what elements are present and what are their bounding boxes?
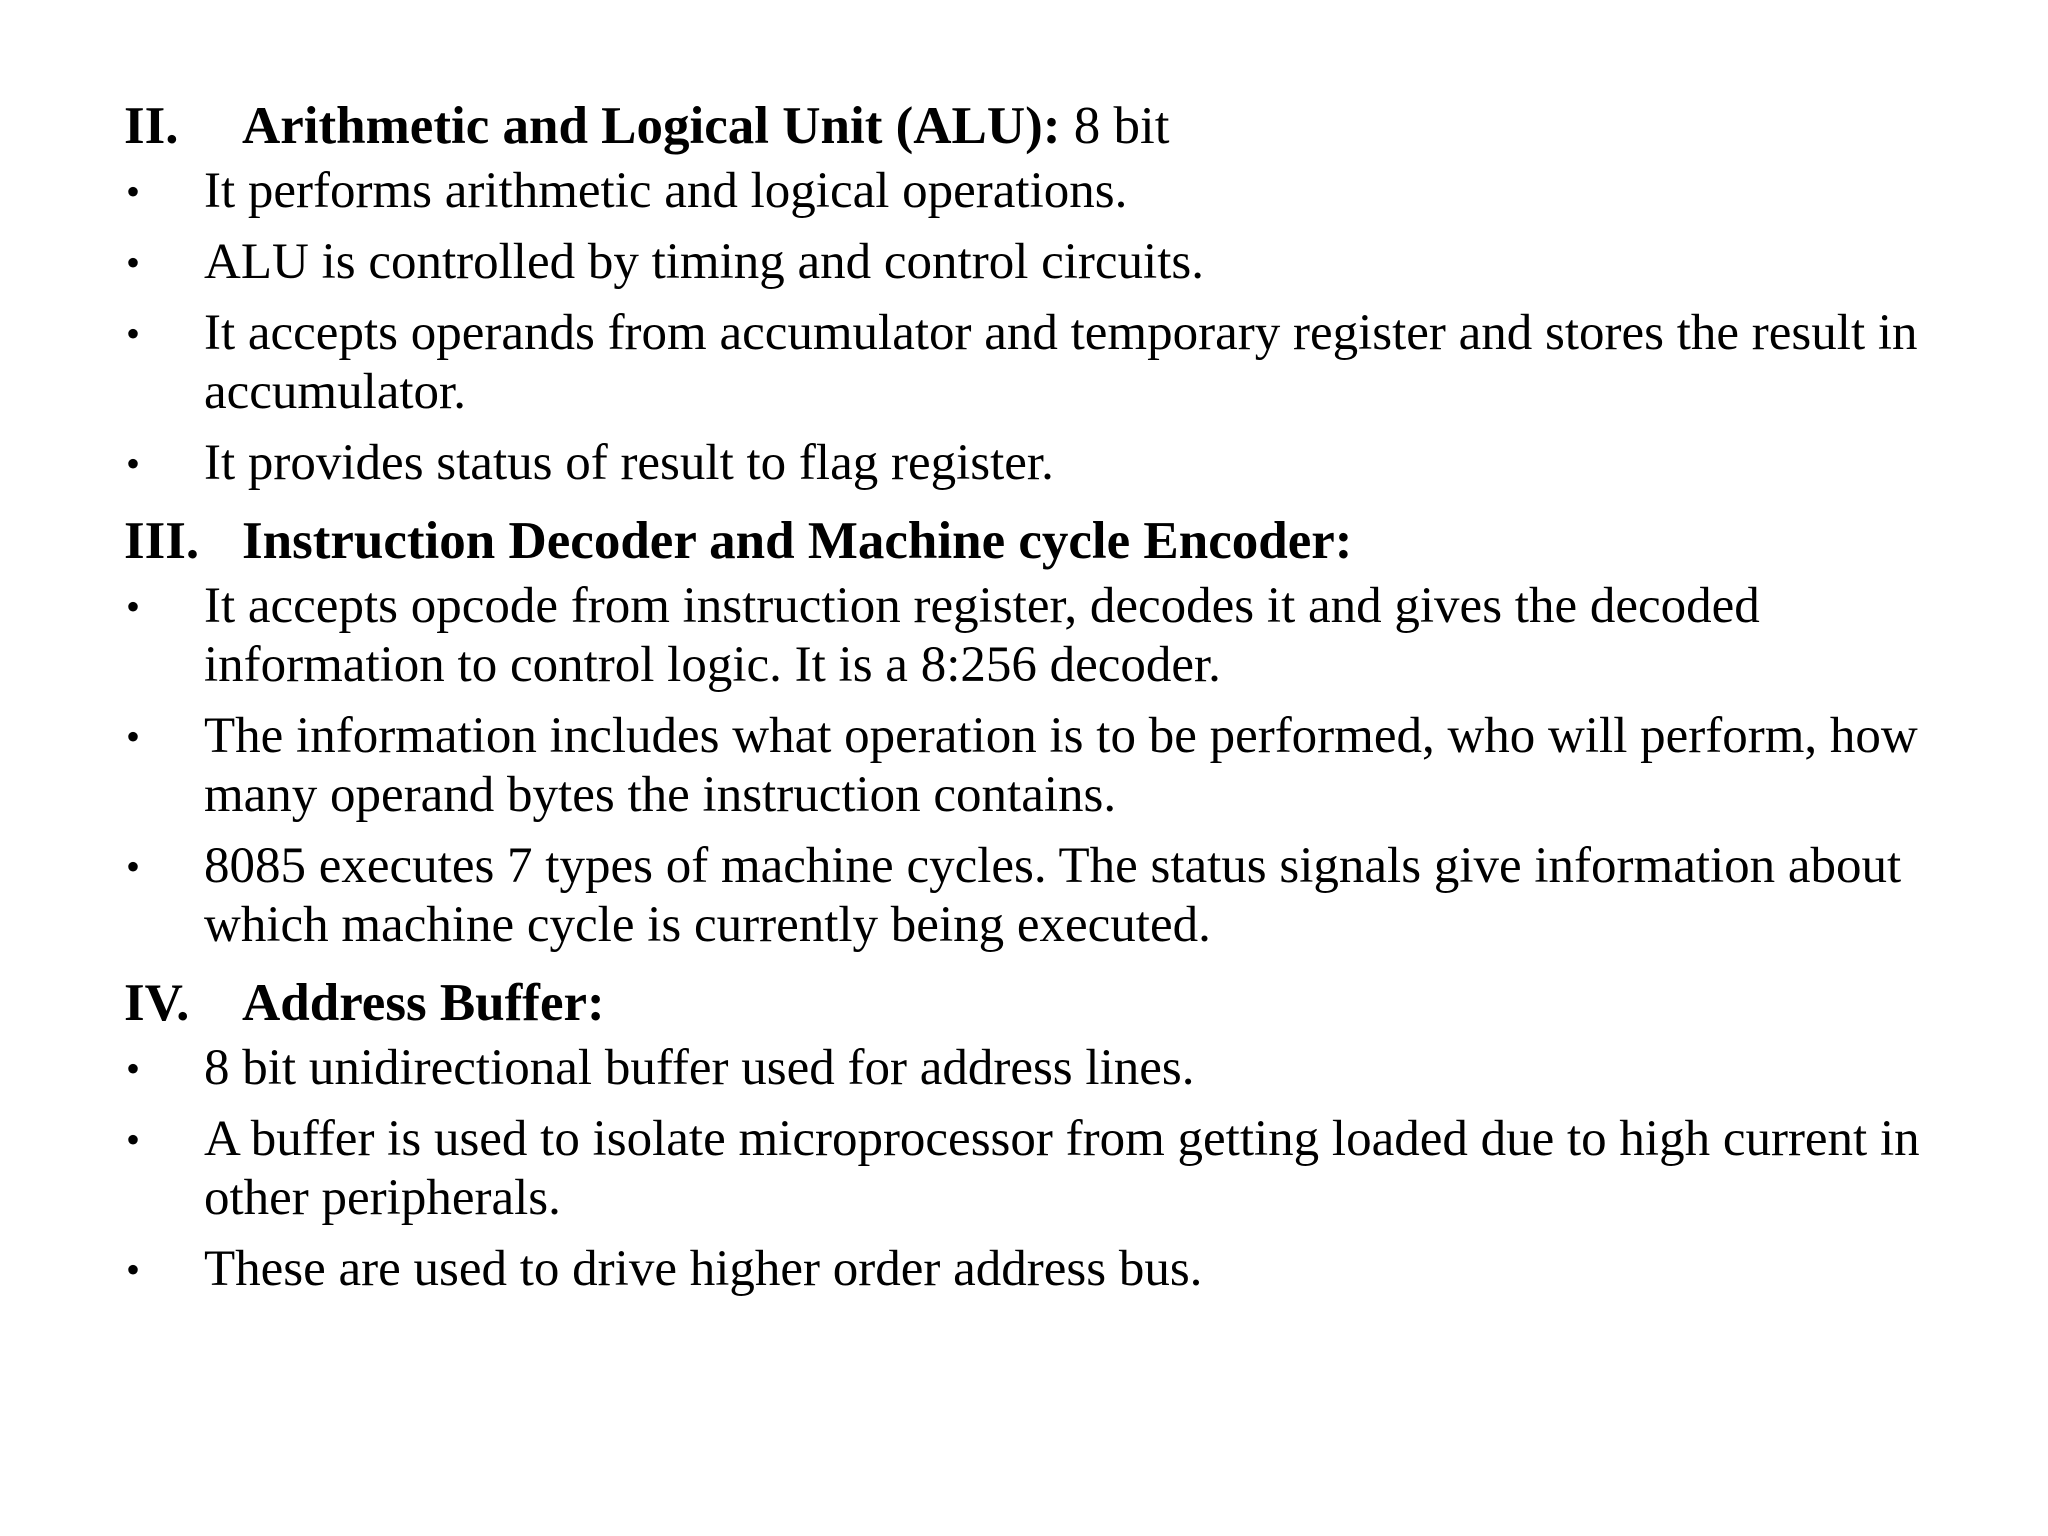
- bullet-text: It performs arithmetic and logical operations.: [204, 163, 1128, 219]
- section-title: Address Buffer:: [242, 974, 605, 1032]
- list-item: [124, 1110, 2004, 1228]
- section-number: IV.: [124, 974, 190, 1032]
- list-item: [124, 1039, 2004, 1098]
- bullet-text: These are used to drive higher order address bus.: [204, 1241, 1203, 1297]
- bullet-icon: •: [126, 1046, 141, 1091]
- bullet-icon: •: [126, 1117, 141, 1162]
- list-item: [124, 707, 2004, 825]
- bullet-icon: •: [126, 844, 141, 889]
- bullet-icon: •: [126, 441, 141, 486]
- slide-content: [124, 90, 2004, 1311]
- section-title-suffix: 8 bit: [1060, 97, 1170, 155]
- section-heading-address-buffer: [124, 967, 2004, 1039]
- bullet-text: A buffer is used to isolate microprocessor from getting loaded due to high current in other peripherals.: [204, 1111, 1920, 1226]
- list-item: [124, 434, 2004, 493]
- list-item: [124, 837, 2004, 955]
- section-heading-instruction-decoder: [124, 505, 2004, 577]
- bullet-text: It accepts opcode from instruction register, decodes it and gives the decoded information to control logic. It is a 8:256 decoder.: [204, 578, 1760, 693]
- bullet-icon: •: [126, 240, 141, 285]
- list-item: [124, 1240, 2004, 1299]
- section-number: III.: [124, 512, 200, 570]
- bullet-icon: •: [126, 714, 141, 759]
- section-title: Instruction Decoder and Machine cycle Encoder:: [242, 512, 1353, 570]
- section-number: II.: [124, 97, 179, 155]
- bullet-text: ALU is controlled by timing and control circuits.: [204, 234, 1204, 290]
- section-title: Arithmetic and Logical Unit (ALU):: [242, 97, 1061, 155]
- bullet-text: 8085 executes 7 types of machine cycles. The status signals give information about which machine cycle is currently being executed.: [204, 838, 1902, 953]
- bullet-icon: •: [126, 169, 141, 214]
- section-heading-alu: [124, 90, 2004, 162]
- list-item: [124, 304, 2004, 422]
- bullet-text: It provides status of result to flag register.: [204, 435, 1054, 491]
- bullet-text: It accepts operands from accumulator and temporary register and stores the result in accumulator.: [204, 305, 1918, 420]
- bullet-text: 8 bit unidirectional buffer used for address lines.: [204, 1040, 1195, 1096]
- bullet-text: The information includes what operation is to be performed, who will perform, how many operand bytes the instruction contains.: [204, 708, 1918, 823]
- list-item: [124, 162, 2004, 221]
- bullet-icon: •: [126, 584, 141, 629]
- bullet-icon: •: [126, 1247, 141, 1292]
- bullet-icon: •: [126, 311, 141, 356]
- list-item: [124, 577, 2004, 695]
- list-item: [124, 233, 2004, 292]
